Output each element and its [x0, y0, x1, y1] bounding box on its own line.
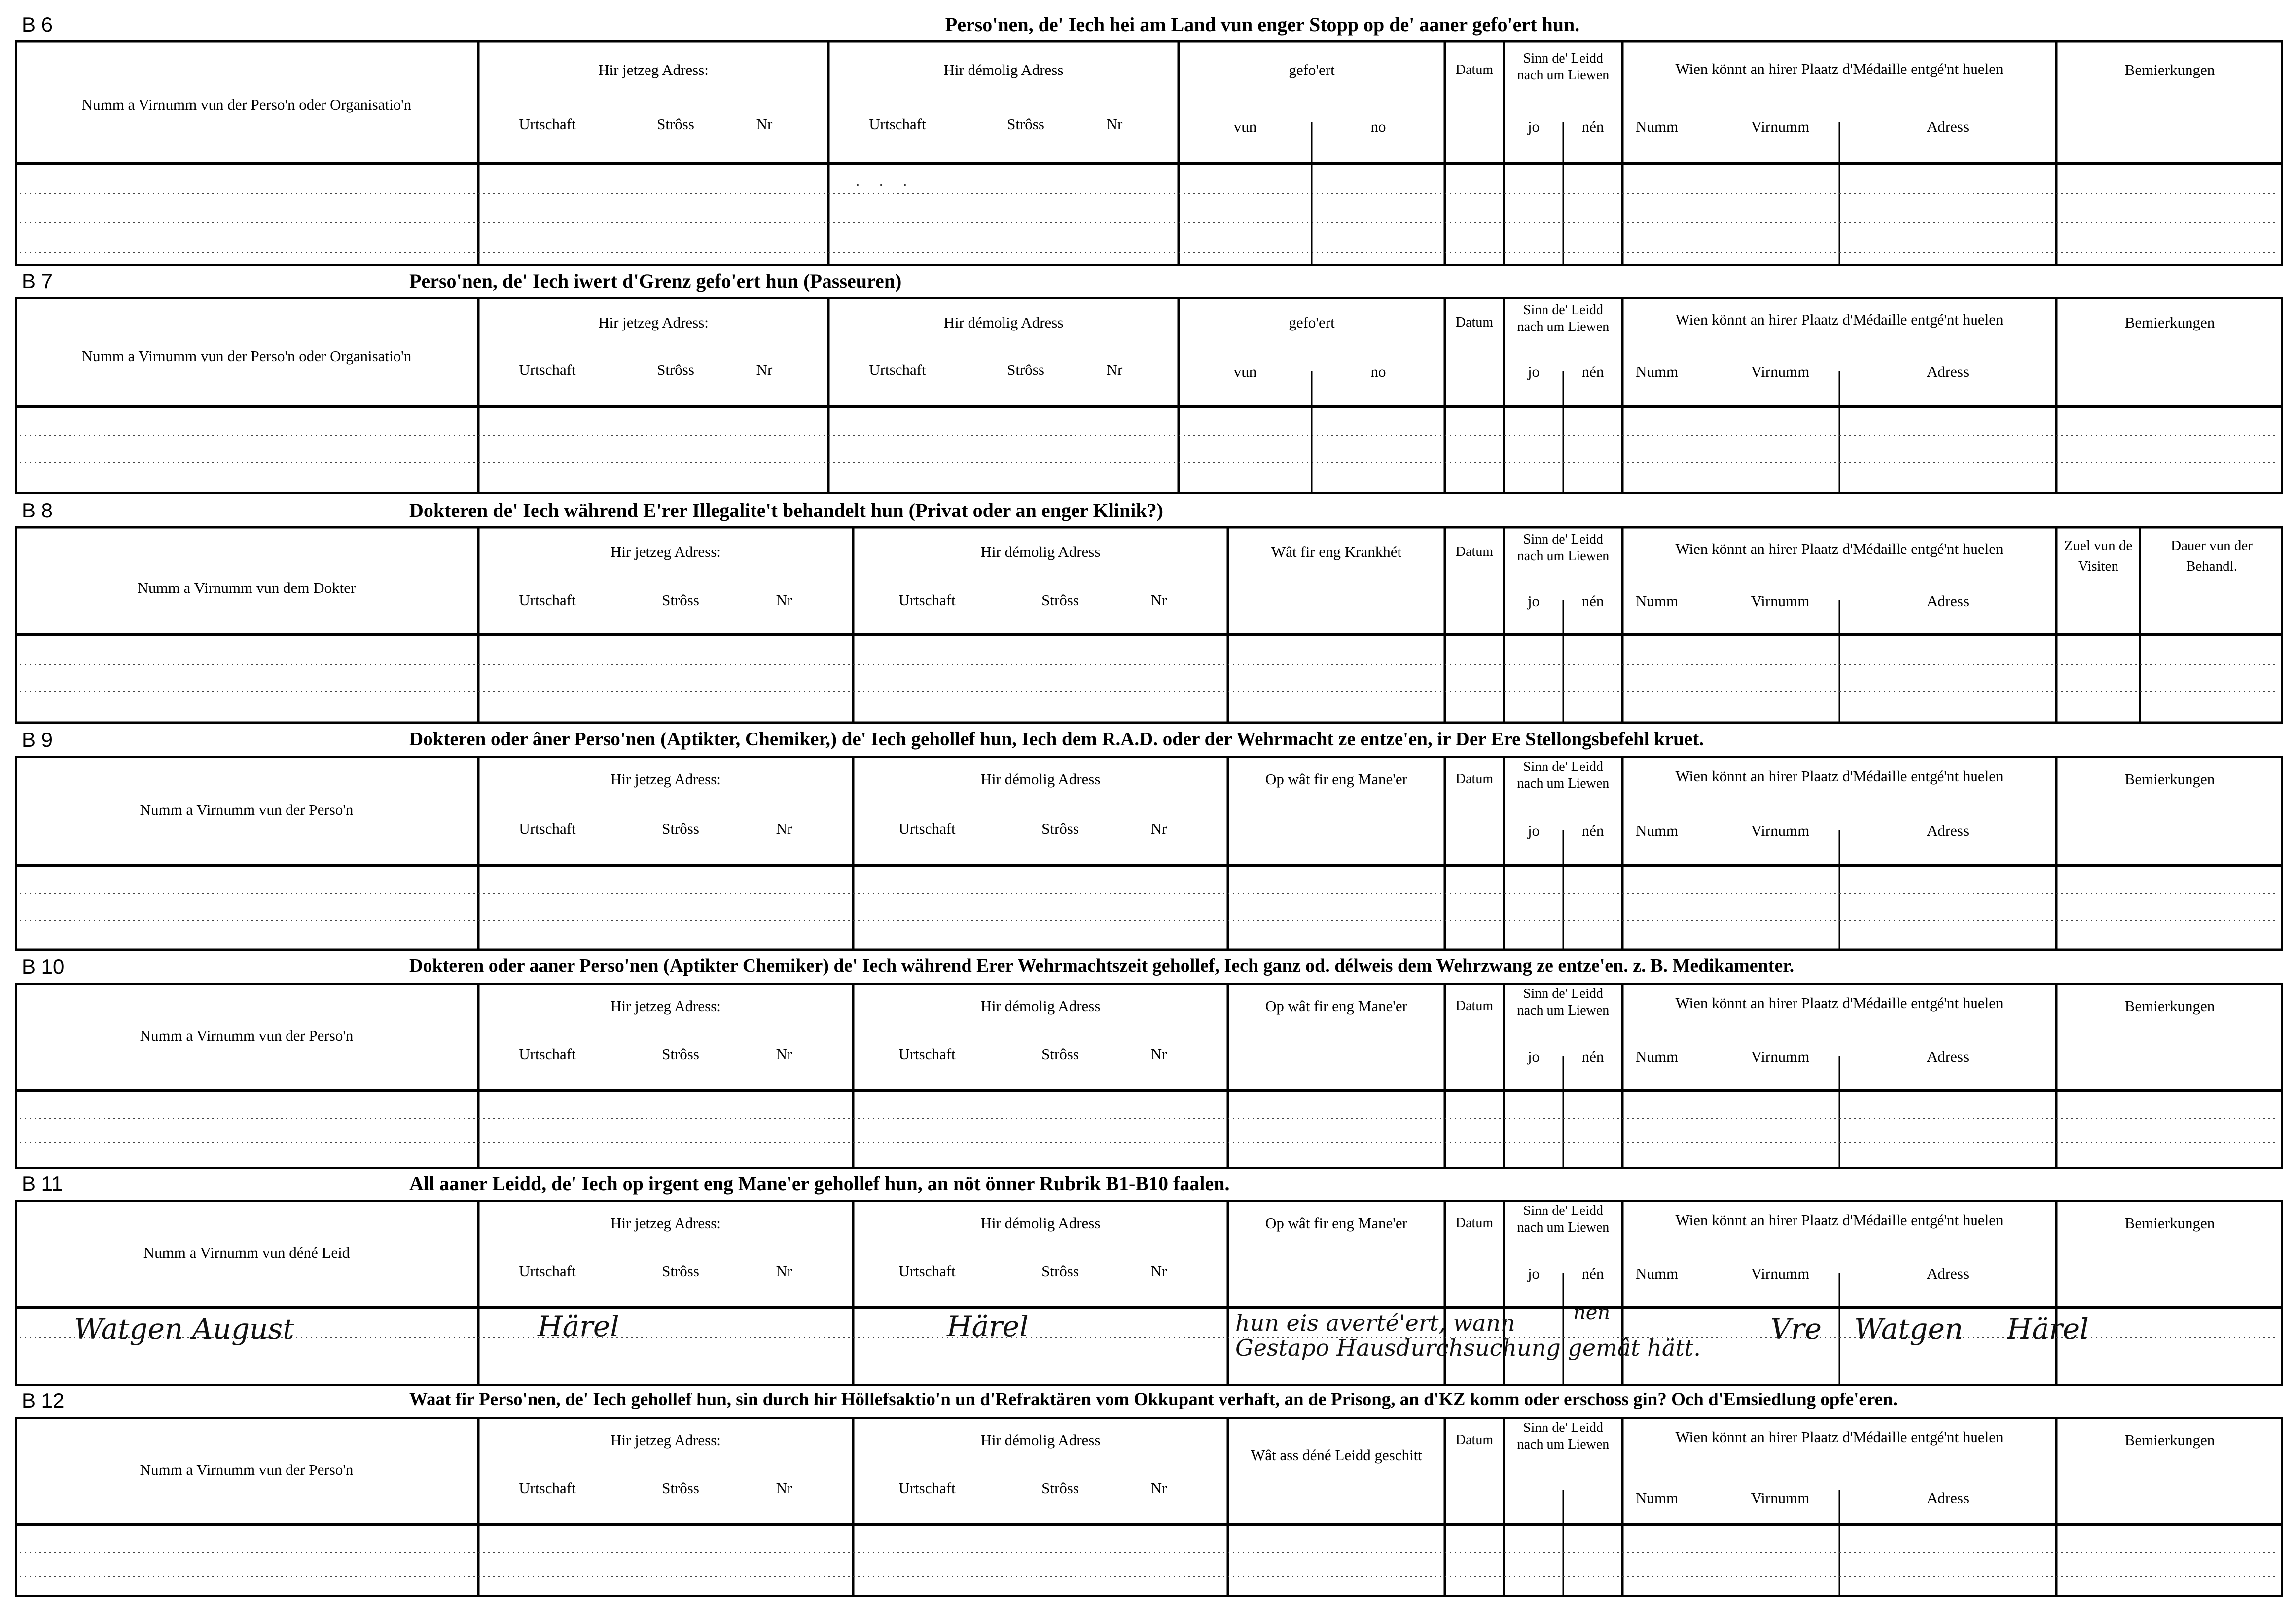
section-b7 [15, 266, 2283, 496]
sub-urtschaft: Urtschaft [519, 1479, 576, 1497]
sub-address: Adress [1926, 1265, 1970, 1282]
sub-nr: Nr [1150, 820, 1167, 837]
sub-stross: Strôss [1041, 1045, 1079, 1063]
sub-address: Adress [1926, 1048, 1970, 1065]
col-former-address: Hir démolig Adress [943, 314, 1064, 331]
sub-urtschaft: Urtschaft [519, 820, 576, 837]
col-former-address: Hir démolig Adress [980, 1214, 1101, 1232]
sub-firstname: Virnumm [1751, 118, 1810, 135]
section-code: B 7 [22, 269, 53, 293]
col-former-address: Hir démolig Adress [980, 770, 1101, 788]
col-name-label: Numm a Virnumm vun der Perso'n [140, 1461, 354, 1478]
section-header [15, 1169, 2283, 1200]
col-alive: Sinn de' Leidd nach um Liewen [1517, 302, 1610, 334]
section-title: Dokteren oder aaner Perso'nen (Aptikter Chemiker) de' Iech während Erer Wehrmachtszeit gehollef, Iech ganz od. délweis dem Wehrzwang ze entze'en. z. B. Medikamenter. [409, 955, 1794, 976]
sub-no: nén [1581, 1265, 1604, 1282]
sub-yes: jo [1527, 118, 1540, 135]
col-medal: Wien könnt an hirer Plaatz d'Médaille entgé'nt huelen [1675, 994, 2004, 1012]
sub-surname: Numm [1635, 118, 1679, 135]
section-header [15, 725, 2283, 756]
sub-nr: Nr [1150, 1045, 1167, 1063]
sub-nr: Nr [776, 820, 792, 837]
handwritten-name: Watgen August [74, 1312, 294, 1346]
section-header [15, 10, 2283, 40]
handwritten-medal-address: Härel [2007, 1312, 2089, 1346]
sub-no: nén [1581, 1048, 1604, 1065]
sub-surname: Numm [1635, 1489, 1679, 1506]
sub-urtschaft: Urtschaft [869, 115, 926, 133]
col-name-label: Numm a Virnumm vun dem Dokter [137, 579, 356, 596]
col-visits: Zuel vun de Visiten [2064, 538, 2133, 574]
section-header [15, 496, 2283, 526]
section-title: Perso'nen, de' Iech iwert d'Grenz gefo'ert hun (Passeuren) [409, 270, 902, 292]
sub-yes: jo [1527, 592, 1540, 610]
sub-urtschaft: Urtschaft [898, 1045, 956, 1063]
sub-address: Adress [1926, 592, 1970, 610]
col-alive: Sinn de' Leidd nach um Liewen [1517, 759, 1610, 791]
sub-stross: Strôss [1041, 1262, 1079, 1280]
sub-urtschaft: Urtschaft [519, 361, 576, 378]
section-title: Perso'nen, de' Iech hei am Land vun enger Stopp op de' aaner gefo'ert hun. [945, 13, 1580, 36]
col-current-address: Hir jetzeg Adress: [610, 543, 721, 560]
sub-nr: Nr [1150, 1262, 1167, 1280]
section-header [15, 952, 2283, 983]
sub-stross: Strôss [657, 115, 694, 133]
sub-address: Adress [1926, 118, 1970, 135]
sub-stross: Strôss [662, 1262, 699, 1280]
col-medal: Wien könnt an hirer Plaatz d'Médaille entgé'nt huelen [1675, 1211, 2004, 1229]
handwritten-medal-name: Vre [1770, 1312, 1822, 1346]
sub-no: nén [1581, 363, 1604, 380]
section-b6 [15, 10, 2283, 266]
col-remarks: Bemierkungen [2124, 314, 2215, 331]
col-former-address: Hir démolig Adress [980, 997, 1101, 1015]
col-medal: Wien könnt an hirer Plaatz d'Médaille entgé'nt huelen [1675, 60, 2004, 77]
faint-marks: · · · [853, 178, 913, 194]
sub-surname: Numm [1635, 363, 1679, 380]
handwritten-how-line1: hun eis averté'ert, wann [1235, 1310, 1515, 1336]
sub-firstname: Virnumm [1751, 1048, 1810, 1065]
col-name-label: Numm a Virnumm vun der Perso'n oder Organisatio'n [81, 347, 412, 365]
col-date: Datum [1455, 771, 1494, 787]
col-alive: Sinn de' Leidd nach um Liewen [1517, 51, 1610, 83]
sub-address: Adress [1926, 363, 1970, 380]
sub-firstname: Virnumm [1751, 822, 1810, 839]
col-name-label: Numm a Virnumm vun der Perso'n [140, 801, 354, 818]
sub-nr: Nr [776, 591, 792, 609]
sub-yes: jo [1527, 1048, 1540, 1065]
section-b8 [15, 496, 2283, 725]
sub-firstname: Virnumm [1751, 1489, 1810, 1506]
section-code: B 10 [22, 955, 65, 978]
handwritten-alive-no: nen [1573, 1301, 1611, 1324]
sub-from: vun [1233, 363, 1257, 380]
col-medal: Wien könnt an hirer Plaatz d'Médaille entgé'nt huelen [1675, 311, 2004, 328]
section-b11 [15, 1169, 2283, 1386]
col-medal: Wien könnt an hirer Plaatz d'Médaille entgé'nt huelen [1675, 768, 2004, 785]
sub-stross: Strôss [1007, 115, 1044, 133]
sub-address: Adress [1926, 822, 1970, 839]
col-date: Datum [1455, 1432, 1494, 1448]
col-remarks: Bemierkungen [2124, 61, 2215, 78]
sub-firstname: Virnumm [1751, 363, 1810, 380]
col-name-label: Numm a Virnumm vun déné Leid [143, 1244, 350, 1261]
col-duration: Dauer vun der Behandl. [2171, 538, 2253, 574]
section-b9 [15, 725, 2283, 952]
sub-to: no [1370, 363, 1386, 380]
sub-nr: Nr [776, 1479, 792, 1497]
col-former-address: Hir démolig Adress [980, 543, 1101, 560]
sub-stross: Strôss [657, 361, 694, 378]
section-code: B 8 [22, 499, 53, 522]
col-date: Datum [1455, 544, 1494, 559]
section-header [15, 266, 2283, 297]
sub-firstname: Virnumm [1751, 1265, 1810, 1282]
section-code: B 6 [22, 13, 53, 36]
sub-urtschaft: Urtschaft [898, 1262, 956, 1280]
sub-nr: Nr [1106, 361, 1123, 378]
col-former-address: Hir démolig Adress [943, 61, 1064, 78]
form-sheet [15, 10, 2283, 1598]
sub-stross: Strôss [1007, 361, 1044, 378]
sub-urtschaft: Urtschaft [898, 591, 956, 609]
col-remarks: Bemierkungen [2124, 770, 2215, 788]
col-name-label: Numm a Virnumm vun der Perso'n [140, 1027, 354, 1044]
sub-no: nén [1581, 592, 1604, 610]
sub-firstname: Virnumm [1751, 592, 1810, 610]
handwritten-current-town: Härel [538, 1310, 619, 1343]
col-current-address: Hir jetzeg Adress: [610, 770, 721, 788]
sub-nr: Nr [1150, 1479, 1167, 1497]
col-what-happened: Wât ass déné Leidd geschitt [1251, 1446, 1422, 1464]
col-how: Op wât fir eng Mane'er [1265, 770, 1407, 788]
col-alive: Sinn de' Leidd nach um Liewen [1517, 1203, 1610, 1235]
sub-urtschaft: Urtschaft [519, 591, 576, 609]
section-title: All aaner Leidd, de' Iech op irgent eng Mane'er gehollef hun, an nöt önner Rubrik B1-B10 faalen. [409, 1173, 1230, 1195]
section-title: Dokteren de' Iech während E'rer Illegalite't behandelt hun (Privat oder an enger Klinik?) [409, 499, 1163, 521]
sub-urtschaft: Urtschaft [519, 1262, 576, 1280]
sub-nr: Nr [756, 115, 773, 133]
col-current-address: Hir jetzeg Adress: [610, 1431, 721, 1449]
sub-surname: Numm [1635, 1048, 1679, 1065]
handwritten-how-line2: Gestapo Hausdurchsuchung gemât hätt. [1235, 1334, 1701, 1361]
col-date: Datum [1455, 1215, 1494, 1231]
section-title: Waat fir Perso'nen, de' Iech gehollef hun, sin durch hir Höllefsaktio'n un d'Refraktären vom Okkupant verhaft, an de Prisong, an d'KZ komm oder erschoss gin? Och d'Emsiedlung opfe'eren. [409, 1390, 1898, 1410]
sub-urtschaft: Urtschaft [519, 115, 576, 133]
col-alive: Sinn de' Leidd nach um Liewen [1517, 986, 1610, 1018]
sub-yes: jo [1527, 363, 1540, 380]
col-how: Op wât fir eng Mane'er [1265, 997, 1407, 1015]
col-medal: Wien könnt an hirer Plaatz d'Médaille entgé'nt huelen [1675, 540, 2004, 557]
section-title: Dokteren oder âner Perso'nen (Aptikter, Chemiker,) de' Iech gehollef hun, Iech dem R.A.D. oder der Wehrmacht ze entze'en, ir Der Ere Stellongsbefehl kruet. [409, 729, 1704, 750]
col-former-address: Hir démolig Adress [980, 1431, 1101, 1449]
col-illness: Wât fir eng Krankhét [1271, 543, 1402, 560]
sub-nr: Nr [1106, 115, 1123, 133]
sub-stross: Strôss [662, 591, 699, 609]
col-how: Op wât fir eng Mane'er [1265, 1214, 1407, 1232]
col-transported: gefo'ert [1289, 314, 1335, 331]
sub-nr: Nr [756, 361, 773, 378]
col-remarks: Bemierkungen [2124, 997, 2215, 1015]
col-current-address: Hir jetzeg Adress: [598, 314, 709, 331]
sub-surname: Numm [1635, 1265, 1679, 1282]
sub-surname: Numm [1635, 822, 1679, 839]
col-remarks: Bemierkungen [2124, 1214, 2215, 1232]
col-alive: Sinn de' Leidd nach um Liewen [1517, 532, 1610, 564]
sub-urtschaft: Urtschaft [869, 361, 926, 378]
sub-address: Adress [1926, 1489, 1970, 1506]
sub-nr: Nr [1150, 591, 1167, 609]
sub-stross: Strôss [662, 1479, 699, 1497]
col-date: Datum [1455, 62, 1494, 77]
sub-stross: Strôss [1041, 591, 1079, 609]
sub-stross: Strôss [662, 820, 699, 837]
handwritten-former-town: Härel [947, 1310, 1029, 1343]
sub-urtschaft: Urtschaft [898, 1479, 956, 1497]
handwritten-medal-firstname: Watgen [1854, 1312, 1964, 1346]
section-b10 [15, 952, 2283, 1169]
col-current-address: Hir jetzeg Adress: [610, 1214, 721, 1232]
section-code: B 9 [22, 728, 53, 751]
sub-yes: jo [1527, 1265, 1540, 1282]
sub-urtschaft: Urtschaft [898, 820, 956, 837]
sub-no: nén [1581, 822, 1604, 839]
col-alive: Sinn de' Leidd nach um Liewen [1517, 1420, 1610, 1452]
section-b12 [15, 1386, 2283, 1598]
sub-from: vun [1233, 118, 1257, 135]
section-header [15, 1386, 2283, 1417]
col-transported: gefo'ert [1289, 61, 1335, 78]
sub-no: nén [1581, 118, 1604, 135]
sub-nr: Nr [776, 1262, 792, 1280]
sub-surname: Numm [1635, 592, 1679, 610]
sub-stross: Strôss [662, 1045, 699, 1063]
col-remarks: Bemierkungen [2124, 1431, 2215, 1449]
sub-stross: Strôss [1041, 1479, 1079, 1497]
section-code: B 11 [22, 1172, 63, 1195]
col-medal: Wien könnt an hirer Plaatz d'Médaille entgé'nt huelen [1675, 1429, 2004, 1446]
col-date: Datum [1455, 315, 1494, 330]
col-current-address: Hir jetzeg Adress: [610, 997, 721, 1015]
sub-urtschaft: Urtschaft [519, 1045, 576, 1063]
col-name-label: Numm a Virnumm vun der Perso'n oder Organisatio'n [81, 96, 412, 113]
col-current-address: Hir jetzeg Adress: [598, 61, 709, 78]
sub-stross: Strôss [1041, 820, 1079, 837]
sub-yes: jo [1527, 822, 1540, 839]
sub-nr: Nr [776, 1045, 792, 1063]
col-date: Datum [1455, 998, 1494, 1014]
section-code: B 12 [22, 1389, 65, 1412]
sub-to: no [1370, 118, 1386, 135]
